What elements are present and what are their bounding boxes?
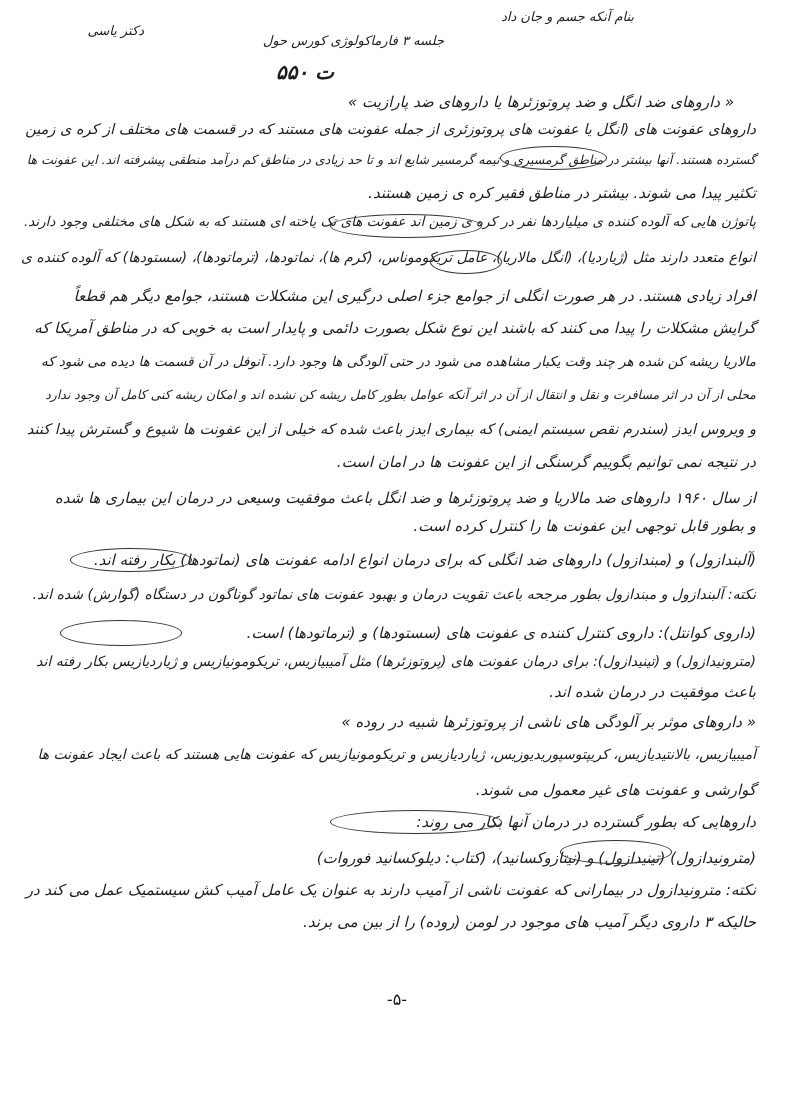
text-line: انواع متعدد دارند مثل (ژیاردیا)، (انگل مالاریا)، عامل تریکوموناس، (کرم ها)، نماتودها، (ترماتودها)، (سستودها) که آلوده کننده ی xyxy=(20,250,756,266)
text-line: پاتوژن هایی که آلوده کننده ی میلیاردها نفر در کره ی زمین اند عفونت های تک یاخته ای هستند که به شکل های مختلفی وجود دارند. xyxy=(24,214,756,230)
text-line: باعث موفقیت در درمان شده اند. xyxy=(549,683,756,701)
text-line: داروهای عفونت های (انگل یا عفونت های پروتوزئری از جمله عفونت های مستند که در قسمت های مختلف از کره ی زمین xyxy=(25,122,756,138)
text-line: تکثیر پیدا می شوند. بیشتر در مناطق فقیر کره ی زمین هستند. xyxy=(368,184,756,202)
page-number: -۵- xyxy=(386,990,408,1009)
text-line: مالاریا ریشه کن شده هر چند وقت یکبار مشاهده می شود در حتی آلودگی ها وجود دارد. آنوفل در آن قسمت ها دیده می شود که xyxy=(40,354,756,370)
author: دکتر یاسی xyxy=(87,24,144,39)
annotation-circle xyxy=(560,840,672,864)
text-line: (آلبندازول) و (مبندازول) داروهای ضد انگلی که برای درمان انواع ادامه عفونت های (نماتودها) بکار رفته اند. xyxy=(93,551,756,569)
text-line: از سال ۱۹۶۰ داروهای ضد مالاریا و ضد پروتوزئرها و ضد انگل باعث موفقیت وسیعی در درمان این بیماری ها شده xyxy=(54,489,756,507)
text-line: محلی از آن در اثر مسافرت و نقل و انتقال از آن در اثر آنکه عوامل بطور کامل ریشه کن نشده اند و امکان ریشه کنی کامل آن وجود ندارد xyxy=(45,387,756,402)
text-line: افراد زیادی هستند. در هر صورت انگلی از جوامع جزء اصلی درگیری این مشکلات هستند، جوامع دیگر هم قطعاً xyxy=(73,287,756,305)
annotation-circle xyxy=(330,214,482,238)
text-line: (مترونیدازول) و (تینیدازول): برای درمان عفونت های (پروتوزئرها) مثل آمیبیازیس، تریکومونیازیس و ژیاردیازیس بکار رفته اند xyxy=(36,654,756,670)
text-line: (داروی کوانتل): داروی کنترل کننده ی عفونت های (سستودها) و (ترماتودها) است. xyxy=(246,624,756,642)
annotation-circle xyxy=(500,146,607,170)
text-line: و ویروس ایدز (سندرم نقص سیستم ایمنی) که بیماری ایدز باعث شده که خیلی از این عفونت ها شیوع و گسترش پیدا کنند xyxy=(26,422,756,438)
course-code: ت ۵۵۰ xyxy=(275,60,334,84)
text-line: (مترونیدازول) (تینیدازول) و (نیتازوکسانید)، (کتاب: دیلوکسانید فوروات) xyxy=(316,849,756,867)
annotation-circle xyxy=(330,810,502,834)
text-line: گسترده هستند. آنها بیشتر در مناطق گرمسیری و نیمه گرمسیر شایع اند و تا حد زیادی در مناطق کم درآمد منطقی پیشرفته اند. این عفونت ها xyxy=(26,152,756,167)
text-line: نکته: آلبندازول و مبندازول بطور مرجحه باعث تقویت درمان و بهبود عفونت های نماتود گوناگون در دستگاه (گوارش) شده اند. xyxy=(32,587,756,603)
basmala: بنام آنکه جسم و جان داد xyxy=(501,10,634,25)
annotation-circle xyxy=(60,620,182,646)
text-line: و بطور قابل توجهی این عفونت ها را کنترل کرده است. xyxy=(413,517,756,535)
text-line: آمیبیازیس، بالانتیدیازیس، کریپتوسپوریدیوزیس، ژیاردیازیس و تریکومونیازیس که عفونت هایی هستند که باعث ایجاد عفونت ها xyxy=(37,747,756,763)
section-title: « داروهای ضد انگل و ضد پروتوزئرها یا داروهای ضد پارازیت » xyxy=(348,93,734,111)
annotation-circle xyxy=(430,250,502,274)
text-line: داروهایی که بطور گسترده در درمان آنها بکار می روند: xyxy=(416,813,756,831)
text-line: گوارشی و عفونت های غیر معمول می شوند. xyxy=(475,781,756,799)
section-subtitle: « داروهای موثر بر آلودگی های ناشی از پروتوزئرها شبیه در روده » xyxy=(341,713,756,731)
text-line: حالیکه ۳ داروی دیگر آمیب های موجود در لومن (روده) را از بین می برند. xyxy=(303,913,756,931)
text-line: گرایش مشکلات را پیدا می کنند که باشند این نوع شکل بصورت دائمی و پایدار است به خوبی که در مناطق آمریکا که xyxy=(34,319,756,337)
text-line: نکته: مترونیدازول در بیمارانی که عفونت ناشی از آمیب دارند به عنوان یک عامل آمیب کش سیستمیک عمل می کند در xyxy=(25,881,756,899)
text-line: در نتیجه نمی توانیم بگوییم گرسنگی از این عفونت ها در امان است. xyxy=(336,453,756,471)
annotation-circle xyxy=(70,548,192,572)
session-title: جلسه ۳ فارماکولوژی کورس حول xyxy=(262,34,444,49)
